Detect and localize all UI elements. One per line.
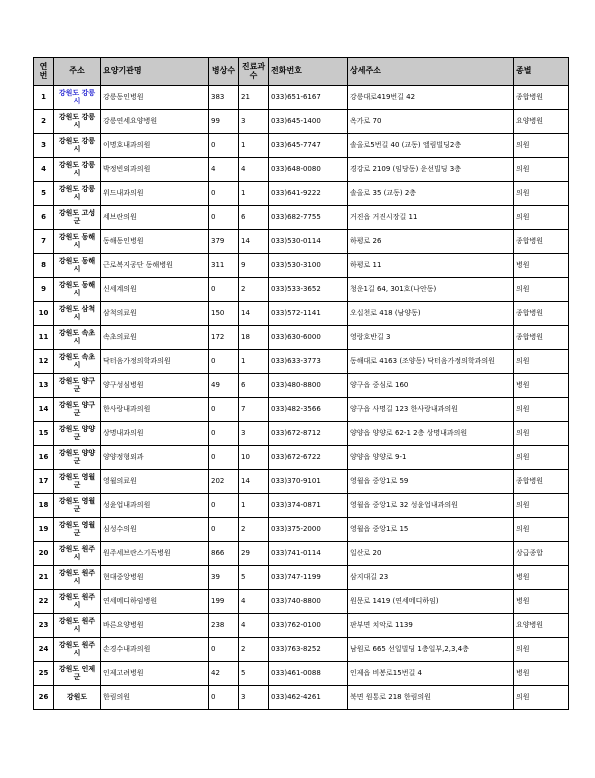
- cell-tel: 033)461-0088: [269, 662, 348, 686]
- cell-no: 9: [34, 278, 54, 302]
- cell-beds: 172: [209, 326, 239, 350]
- cell-no: 6: [34, 206, 54, 230]
- cell-name: 신세계의원: [101, 278, 209, 302]
- cell-address: 강원도 강릉시: [54, 86, 101, 110]
- cell-type: 의원: [514, 398, 569, 422]
- cell-type: 병원: [514, 566, 569, 590]
- cell-depts: 2: [239, 518, 269, 542]
- cell-no: 8: [34, 254, 54, 278]
- cell-no: 22: [34, 590, 54, 614]
- cell-beds: 99: [209, 110, 239, 134]
- cell-beds: 0: [209, 422, 239, 446]
- table-row: [34, 398, 569, 422]
- table-row: [34, 158, 569, 182]
- cell-no: 3: [34, 134, 54, 158]
- cell-no: 26: [34, 686, 54, 710]
- cell-no: 12: [34, 350, 54, 374]
- cell-detail: 강릉대로419번길 42: [348, 86, 514, 110]
- cell-type: 의원: [514, 206, 569, 230]
- cell-type: 의원: [514, 446, 569, 470]
- cell-depts: 1: [239, 182, 269, 206]
- cell-depts: 1: [239, 350, 269, 374]
- cell-depts: 1: [239, 494, 269, 518]
- table-row: [34, 446, 569, 470]
- cell-depts: 3: [239, 686, 269, 710]
- cell-depts: 14: [239, 230, 269, 254]
- cell-address: 강원도 동해시: [54, 230, 101, 254]
- cell-no: 25: [34, 662, 54, 686]
- cell-tel: 033)763-8252: [269, 638, 348, 662]
- table-row: [34, 566, 569, 590]
- cell-name: 원주세브란스기독병원: [101, 542, 209, 566]
- cell-depts: 1: [239, 134, 269, 158]
- cell-depts: 18: [239, 326, 269, 350]
- cell-detail: 남원로 665 선일빌딩 1층일부,2,3,4층: [348, 638, 514, 662]
- cell-address: 강원도 강릉시: [54, 110, 101, 134]
- cell-beds: 0: [209, 686, 239, 710]
- cell-detail: 청운1길 64, 301호(나안동): [348, 278, 514, 302]
- cell-detail: 솔올로 35 (교동) 2층: [348, 182, 514, 206]
- cell-depts: 2: [239, 278, 269, 302]
- cell-type: 의원: [514, 638, 569, 662]
- cell-beds: 49: [209, 374, 239, 398]
- cell-address: 강원도 원주시: [54, 614, 101, 638]
- cell-type: 종합병원: [514, 326, 569, 350]
- cell-detail: 옥가로 70: [348, 110, 514, 134]
- cell-tel: 033)645-1400: [269, 110, 348, 134]
- cell-depts: 14: [239, 302, 269, 326]
- cell-tel: 033)482-3566: [269, 398, 348, 422]
- table-row: [34, 86, 569, 110]
- cell-beds: 0: [209, 398, 239, 422]
- cell-tel: 033)374-0871: [269, 494, 348, 518]
- cell-detail: 거진읍 거진시장길 11: [348, 206, 514, 230]
- cell-name: 심성수의원: [101, 518, 209, 542]
- table-row: [34, 278, 569, 302]
- header-address: 주소: [54, 58, 101, 86]
- cell-depts: 6: [239, 374, 269, 398]
- cell-detail: 인제읍 비봉로15번길 4: [348, 662, 514, 686]
- table-row: [34, 686, 569, 710]
- cell-detail: 하평로 11: [348, 254, 514, 278]
- table-row: [34, 302, 569, 326]
- cell-beds: 0: [209, 350, 239, 374]
- cell-type: 종합병원: [514, 470, 569, 494]
- cell-depts: 9: [239, 254, 269, 278]
- cell-detail: 양구읍 중심로 160: [348, 374, 514, 398]
- cell-no: 13: [34, 374, 54, 398]
- cell-depts: 6: [239, 206, 269, 230]
- cell-detail: 삼지대길 23: [348, 566, 514, 590]
- cell-name: 속초의료원: [101, 326, 209, 350]
- cell-detail: 오십천로 418 (남양동): [348, 302, 514, 326]
- cell-depts: 21: [239, 86, 269, 110]
- cell-no: 7: [34, 230, 54, 254]
- cell-detail: 원문로 1419 (연세메디하임): [348, 590, 514, 614]
- cell-tel: 033)375-2000: [269, 518, 348, 542]
- cell-tel: 033)762-0100: [269, 614, 348, 638]
- cell-tel: 033)747-1199: [269, 566, 348, 590]
- cell-beds: 383: [209, 86, 239, 110]
- cell-beds: 238: [209, 614, 239, 638]
- cell-name: 위드내과의원: [101, 182, 209, 206]
- header-beds: 병상수: [209, 58, 239, 86]
- hospital-table: [33, 57, 569, 710]
- cell-address: 강원도 강릉시: [54, 158, 101, 182]
- cell-type: 종합병원: [514, 302, 569, 326]
- cell-address: 강원도 삼척시: [54, 302, 101, 326]
- cell-type: 의원: [514, 158, 569, 182]
- table-row: [34, 230, 569, 254]
- cell-type: 상급종합: [514, 542, 569, 566]
- cell-detail: 경강로 2109 (임당동) 운선빌딩 3층: [348, 158, 514, 182]
- cell-tel: 033)648-0080: [269, 158, 348, 182]
- table-row: [34, 470, 569, 494]
- cell-address: 강원도 양양군: [54, 422, 101, 446]
- table-row: [34, 182, 569, 206]
- cell-address: 강원도 고성군: [54, 206, 101, 230]
- cell-detail: 영랑호반길 3: [348, 326, 514, 350]
- cell-no: 20: [34, 542, 54, 566]
- cell-name: 한림의원: [101, 686, 209, 710]
- table-row: [34, 326, 569, 350]
- header-detail: 상세주소: [348, 58, 514, 86]
- cell-name: 성윤업내과의원: [101, 494, 209, 518]
- cell-address: 강원도 원주시: [54, 542, 101, 566]
- cell-address: 강원도 원주시: [54, 638, 101, 662]
- cell-beds: 0: [209, 182, 239, 206]
- cell-type: 의원: [514, 134, 569, 158]
- cell-detail: 하평로 26: [348, 230, 514, 254]
- cell-tel: 033)533-3652: [269, 278, 348, 302]
- cell-name: 닥터음가정의학과의원: [101, 350, 209, 374]
- cell-beds: 866: [209, 542, 239, 566]
- cell-depts: 3: [239, 110, 269, 134]
- table-row: [34, 254, 569, 278]
- cell-type: 의원: [514, 686, 569, 710]
- cell-tel: 033)480-8800: [269, 374, 348, 398]
- cell-detail: 영월읍 중앙1로 15: [348, 518, 514, 542]
- cell-name: 인제고려병원: [101, 662, 209, 686]
- cell-no: 18: [34, 494, 54, 518]
- header-type: 종별: [514, 58, 569, 86]
- cell-detail: 양양읍 양양로 9-1: [348, 446, 514, 470]
- cell-detail: 동해대로 4163 (조양동) 닥터음가정의학과의원: [348, 350, 514, 374]
- cell-address: 강원도 영월군: [54, 494, 101, 518]
- cell-address: 강원도 양구군: [54, 374, 101, 398]
- table-row: [34, 374, 569, 398]
- cell-name: 강릉동인병원: [101, 86, 209, 110]
- table-row: [34, 494, 569, 518]
- cell-beds: 42: [209, 662, 239, 686]
- cell-no: 21: [34, 566, 54, 590]
- cell-tel: 033)633-3773: [269, 350, 348, 374]
- cell-depts: 7: [239, 398, 269, 422]
- table-row: [34, 206, 569, 230]
- cell-detail: 양구읍 사명길 123 한사랑내과의원: [348, 398, 514, 422]
- cell-address: 강원도 강릉시: [54, 182, 101, 206]
- cell-beds: 202: [209, 470, 239, 494]
- cell-address: 강원도 속초시: [54, 326, 101, 350]
- cell-type: 의원: [514, 494, 569, 518]
- table-row: [34, 518, 569, 542]
- cell-beds: 0: [209, 278, 239, 302]
- cell-address: 강원도 속초시: [54, 350, 101, 374]
- cell-beds: 311: [209, 254, 239, 278]
- cell-beds: 0: [209, 134, 239, 158]
- cell-no: 23: [34, 614, 54, 638]
- cell-detail: 북면 원통로 218 한림의원: [348, 686, 514, 710]
- cell-name: 바른요양병원: [101, 614, 209, 638]
- cell-beds: 4: [209, 158, 239, 182]
- cell-depts: 4: [239, 614, 269, 638]
- cell-name: 상명내과의원: [101, 422, 209, 446]
- cell-beds: 0: [209, 638, 239, 662]
- cell-tel: 033)630-6000: [269, 326, 348, 350]
- cell-beds: 379: [209, 230, 239, 254]
- cell-no: 2: [34, 110, 54, 134]
- cell-type: 병원: [514, 662, 569, 686]
- cell-tel: 033)530-0114: [269, 230, 348, 254]
- cell-beds: 0: [209, 206, 239, 230]
- cell-beds: 0: [209, 494, 239, 518]
- cell-no: 1: [34, 86, 54, 110]
- table-body: [34, 86, 569, 710]
- cell-name: 연세메디하임병원: [101, 590, 209, 614]
- cell-address: 강원도: [54, 686, 101, 710]
- cell-type: 병원: [514, 374, 569, 398]
- cell-detail: 판부면 치악로 1139: [348, 614, 514, 638]
- cell-type: 의원: [514, 518, 569, 542]
- cell-name: 한사랑내과의원: [101, 398, 209, 422]
- cell-tel: 033)741-0114: [269, 542, 348, 566]
- cell-no: 24: [34, 638, 54, 662]
- header-no: 연번: [34, 58, 54, 86]
- cell-no: 19: [34, 518, 54, 542]
- cell-depts: 29: [239, 542, 269, 566]
- header-tel: 전화번호: [269, 58, 348, 86]
- cell-name: 양양정형외과: [101, 446, 209, 470]
- cell-address: 강원도 원주시: [54, 590, 101, 614]
- cell-beds: 39: [209, 566, 239, 590]
- cell-type: 의원: [514, 422, 569, 446]
- cell-address: 강원도 영월군: [54, 470, 101, 494]
- cell-tel: 033)645-7747: [269, 134, 348, 158]
- cell-type: 병원: [514, 254, 569, 278]
- cell-no: 11: [34, 326, 54, 350]
- cell-depts: 5: [239, 566, 269, 590]
- cell-name: 영월의료원: [101, 470, 209, 494]
- cell-tel: 033)651-6167: [269, 86, 348, 110]
- cell-type: 종합병원: [514, 230, 569, 254]
- cell-tel: 033)530-3100: [269, 254, 348, 278]
- cell-address: 강원도 강릉시: [54, 134, 101, 158]
- cell-beds: 199: [209, 590, 239, 614]
- table-row: [34, 422, 569, 446]
- cell-type: 병원: [514, 590, 569, 614]
- cell-no: 10: [34, 302, 54, 326]
- table-row: [34, 614, 569, 638]
- table-row: [34, 350, 569, 374]
- cell-name: 양구성심병원: [101, 374, 209, 398]
- cell-detail: 영월읍 중앙1로 59: [348, 470, 514, 494]
- cell-tel: 033)462-4261: [269, 686, 348, 710]
- cell-type: 요양병원: [514, 614, 569, 638]
- cell-no: 17: [34, 470, 54, 494]
- cell-detail: 솔올로5번길 40 (교동) 엘림빌딩2층: [348, 134, 514, 158]
- cell-detail: 영월읍 중앙1로 32 성윤업내과의원: [348, 494, 514, 518]
- cell-type: 종합병원: [514, 86, 569, 110]
- cell-tel: 033)740-8800: [269, 590, 348, 614]
- cell-address: 강원도 인제군: [54, 662, 101, 686]
- cell-address: 강원도 동해시: [54, 278, 101, 302]
- cell-no: 16: [34, 446, 54, 470]
- cell-beds: 0: [209, 518, 239, 542]
- cell-tel: 033)682-7755: [269, 206, 348, 230]
- cell-beds: 0: [209, 446, 239, 470]
- cell-address: 강원도 양구군: [54, 398, 101, 422]
- cell-name: 세브란의원: [101, 206, 209, 230]
- cell-name: 동해동인병원: [101, 230, 209, 254]
- cell-address: 강원도 양양군: [54, 446, 101, 470]
- cell-depts: 2: [239, 638, 269, 662]
- cell-address: 강원도 동해시: [54, 254, 101, 278]
- cell-depts: 3: [239, 422, 269, 446]
- cell-detail: 양양읍 양양로 62-1 2층 상명내과의원: [348, 422, 514, 446]
- cell-tel: 033)672-8712: [269, 422, 348, 446]
- cell-depts: 10: [239, 446, 269, 470]
- cell-detail: 일산로 20: [348, 542, 514, 566]
- cell-address: 강원도 원주시: [54, 566, 101, 590]
- table-row: [34, 662, 569, 686]
- table-row: [34, 542, 569, 566]
- cell-name: 강릉연세요양병원: [101, 110, 209, 134]
- cell-depts: 5: [239, 662, 269, 686]
- cell-no: 5: [34, 182, 54, 206]
- cell-no: 15: [34, 422, 54, 446]
- cell-name: 박정빈외과의원: [101, 158, 209, 182]
- cell-address: 강원도 영월군: [54, 518, 101, 542]
- cell-no: 4: [34, 158, 54, 182]
- cell-name: 이명호내과의원: [101, 134, 209, 158]
- cell-name: 삼척의료원: [101, 302, 209, 326]
- cell-no: 14: [34, 398, 54, 422]
- cell-name: 현대중앙병원: [101, 566, 209, 590]
- cell-beds: 150: [209, 302, 239, 326]
- header-depts: 진료과수: [239, 58, 269, 86]
- cell-type: 요양병원: [514, 110, 569, 134]
- cell-type: 의원: [514, 350, 569, 374]
- cell-depts: 4: [239, 158, 269, 182]
- cell-type: 의원: [514, 278, 569, 302]
- cell-tel: 033)672-6722: [269, 446, 348, 470]
- cell-tel: 033)641-9222: [269, 182, 348, 206]
- cell-tel: 033)370-9101: [269, 470, 348, 494]
- table-row: [34, 134, 569, 158]
- cell-type: 의원: [514, 182, 569, 206]
- table-row: [34, 590, 569, 614]
- cell-tel: 033)572-1141: [269, 302, 348, 326]
- header-name: 요양기관명: [101, 58, 209, 86]
- cell-name: 손경수내과의원: [101, 638, 209, 662]
- table-row: [34, 638, 569, 662]
- cell-name: 근로복지공단 동해병원: [101, 254, 209, 278]
- cell-depts: 14: [239, 470, 269, 494]
- cell-depts: 4: [239, 590, 269, 614]
- table-row: [34, 110, 569, 134]
- header-row: [34, 58, 569, 86]
